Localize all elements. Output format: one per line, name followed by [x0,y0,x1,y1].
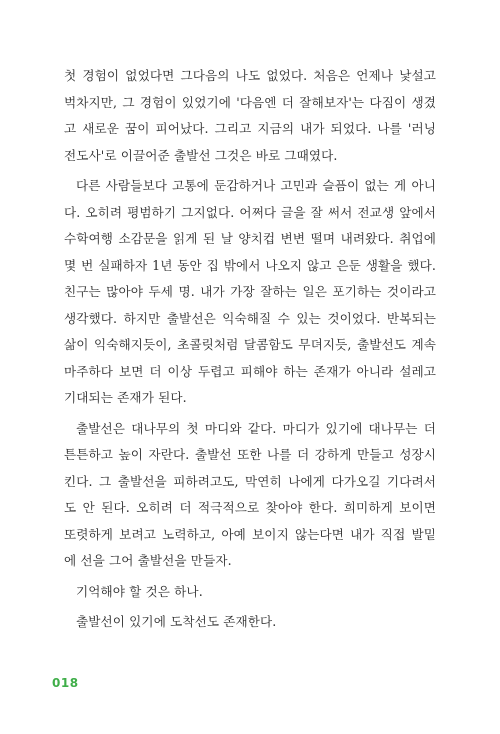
text-line: 몇 번 실패하자 1년 동안 집 밖에서 나오지 않고 은둔 생활을 했다. [64,257,436,273]
text-line: 친구는 많아야 두세 명. 내가 가장 잘하는 일은 포기하는 것이라고 [64,284,436,299]
text-line: 마주하다 보면 더 이상 두렵고 피해야 하는 존재가 아니라 설레고 [64,363,436,379]
text-line: 다른 사람들보다 고통에 둔감하거나 고민과 슬픔이 없는 게 아니 [76,178,436,193]
text-line: 또렷하게 보려고 노력하고, 아예 보이지 않는다면 내가 직접 발밑 [64,526,436,542]
paragraph [64,609,436,636]
text-line: 벅차지만, 그 경험이 있었기에 '다음엔 더 잘해보자'는 다짐이 생겼 [64,94,436,110]
text-line: 전도사'로 이끌어준 출발선 그것은 바로 그때였다. [64,147,338,163]
text-line: 삶이 익숙해지듯이, 초콜릿처럼 달콤함도 무뎌지듯, 출발선도 계속 [64,337,436,352]
paragraph [64,173,436,412]
text-line: 고 새로운 꿈이 피어났다. 그리고 지금의 내가 되었다. 나를 '러닝 [64,121,436,136]
text-line: 첫 경험이 없었다면 그다음의 나도 없었다. 처음은 언제나 낯설고 [64,68,436,83]
text-line: 생각했다. 하지만 출발선은 익숙해질 수 있는 것이었다. 반복되는 [64,310,436,326]
page-number: 018 [52,676,79,690]
text-line: 튼튼하고 높이 자란다. 출발선 또한 나를 더 강하게 만들고 성장시 [64,447,436,462]
paragraph [64,579,436,606]
text-line: 에 선을 그어 출발선을 만들자. [64,553,232,568]
text-line: 출발선은 대나무의 첫 마디와 같다. 마디가 있기에 대나무는 더 [76,420,436,436]
text-line: 기억해야 할 것은 하나. [76,583,203,599]
paragraph [64,63,436,169]
text-line: 기대되는 존재가 된다. [64,390,187,405]
body-text [64,63,436,636]
text-line: 도 안 된다. 오히려 더 적극적으로 찾아야 한다. 희미하게 보이면 [64,500,436,515]
text-line: 다. 오히려 평범하기 그지없다. 어쩌다 글을 잘 써서 전교생 앞에서 [64,204,436,220]
text-line: 출발선이 있기에 도착선도 존재한다. [76,614,277,629]
text-line: 킨다. 그 출발선을 피하려고도, 막연히 나에게 다가오길 기다려서 [64,473,436,489]
text-line: 수학여행 소감문을 읽게 된 날 양치컵 변변 떨며 내려왔다. 취업에 [64,231,436,246]
paragraph [64,416,436,575]
